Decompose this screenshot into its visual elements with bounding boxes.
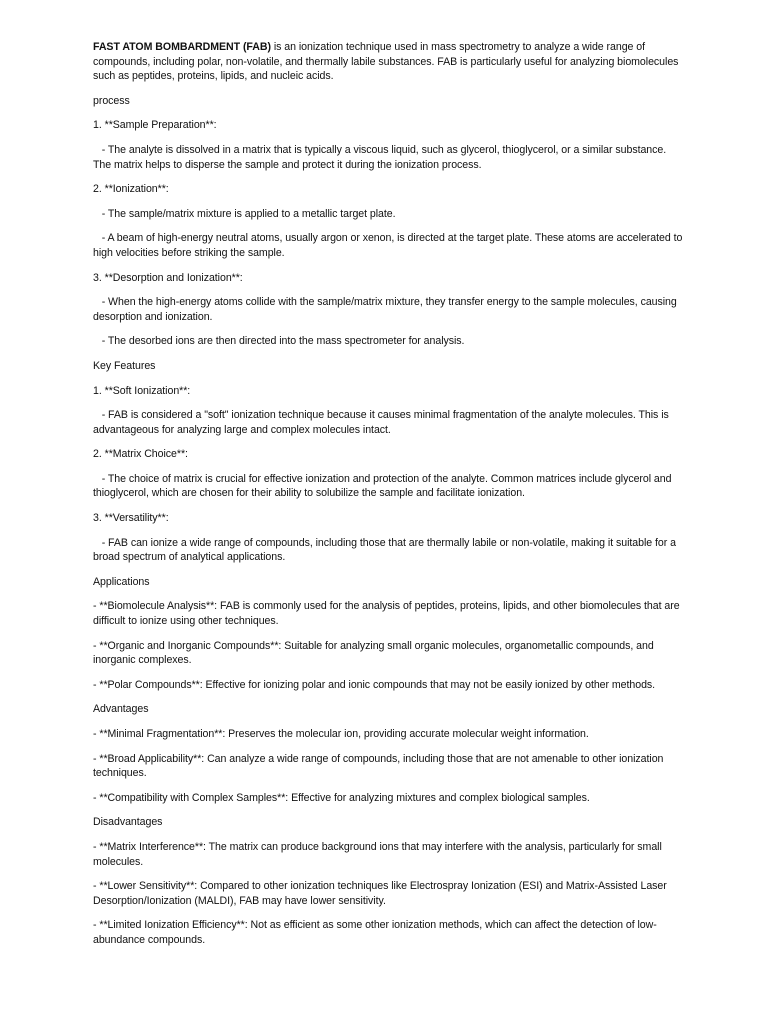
step-detail: - When the high-energy atoms collide with the sample/matrix mixture, they transfer energy to the sample molecules, causing desorption and ionization. <box>93 296 680 323</box>
feature-detail: - FAB can ionize a wide range of compounds, including those that are thermally labile or non-volatile, making it suitable for a broad spectrum of analytical applications. <box>93 536 679 564</box>
application-item: - **Biomolecule Analysis**: FAB is commonly used for the analysis of peptides, proteins, lipids, and other biomolecules that are difficult to ionize using other techniques. <box>93 600 683 628</box>
step-detail: - The analyte is dissolved in a matrix that is typically a viscous liquid, such as glycerol, thioglycerol, or a similar substance. The matrix helps to disperse the sample and protect it during the ionization process. <box>93 143 669 171</box>
feature-heading: 3. **Versatility**: <box>93 512 169 525</box>
intro-title: FAST ATOM BOMBARDMENT (FAB) <box>93 41 271 53</box>
feature-detail: - FAB is considered a "soft" ionization technique because it causes minimal fragmentation of the analyte molecules. This is advantageous for analyzing large and complex molecules intact. <box>93 409 672 436</box>
feature-detail: - The choice of matrix is crucial for effective ionization and protection of the analyte. Common matrices include glycerol and thioglycerol, which are chosen for their ability to solubilize the sample and facilitate ionization. <box>93 472 675 500</box>
application-item: - **Organic and Inorganic Compounds**: Suitable for analyzing small organic molecules, organometallic compounds, and inorganic complexes. <box>93 639 657 667</box>
section-heading-process: process <box>93 94 130 107</box>
advantage-item: - **Minimal Fragmentation**: Preserves the molecular ion, providing accurate molecular weight information. <box>93 728 589 740</box>
disadvantage-item: - **Matrix Interference**: The matrix can produce background ions that may interfere with the analysis, particularly for small molecules. <box>93 840 665 868</box>
intro-text: is an ionization technique used in mass spectrometry to analyze a wide range of compounds, including polar, non-volatile, and thermally labile substances. FAB is particularly useful for analyzing biomolecules such as peptides, proteins, lipids, and nucleic acids. <box>93 41 682 83</box>
document-body <box>93 40 686 958</box>
section-heading-applications: Applications <box>93 575 150 588</box>
step-heading: 1. **Sample Preparation**: <box>93 119 217 132</box>
step-detail: - The desorbed ions are then directed into the mass spectrometer for analysis. <box>93 335 465 348</box>
section-heading-advantages: Advantages <box>93 703 149 716</box>
intro-paragraph <box>93 40 683 84</box>
disadvantage-item: - **Lower Sensitivity**: Compared to other ionization techniques like Electrospray Ionization (ESI) and Matrix-Assisted Laser Desorption/Ionization (MALDI), FAB may have lower sensitivity. <box>93 880 670 907</box>
application-item: - **Polar Compounds**: Effective for ionizing polar and ionic compounds that may not be easily ionized by other methods. <box>93 678 656 691</box>
feature-heading: 1. **Soft Ionization**: <box>93 384 191 397</box>
section-heading-key-features: Key Features <box>93 359 156 372</box>
step-heading: 2. **Ionization**: <box>93 183 169 196</box>
step-heading: 3. **Desorption and Ionization**: <box>93 271 243 284</box>
disadvantage-item: - **Limited Ionization Efficiency**: Not as efficient as some other ionization methods, which can affect the detection of low-abundance compounds. <box>93 919 657 946</box>
section-heading-disadvantages: Disadvantages <box>93 816 163 829</box>
step-detail: - A beam of high-energy neutral atoms, usually argon or xenon, is directed at the target plate. These atoms are accelerated to high velocities before striking the sample. <box>93 232 686 259</box>
advantage-item: - **Compatibility with Complex Samples**: Effective for analyzing mixtures and complex biological samples. <box>93 791 590 804</box>
advantage-item: - **Broad Applicability**: Can analyze a wide range of compounds, including those that are not amenable to other ionization techniques. <box>93 752 667 780</box>
feature-heading: 2. **Matrix Choice**: <box>93 448 188 461</box>
step-detail: - The sample/matrix mixture is applied to a metallic target plate. <box>93 207 396 220</box>
